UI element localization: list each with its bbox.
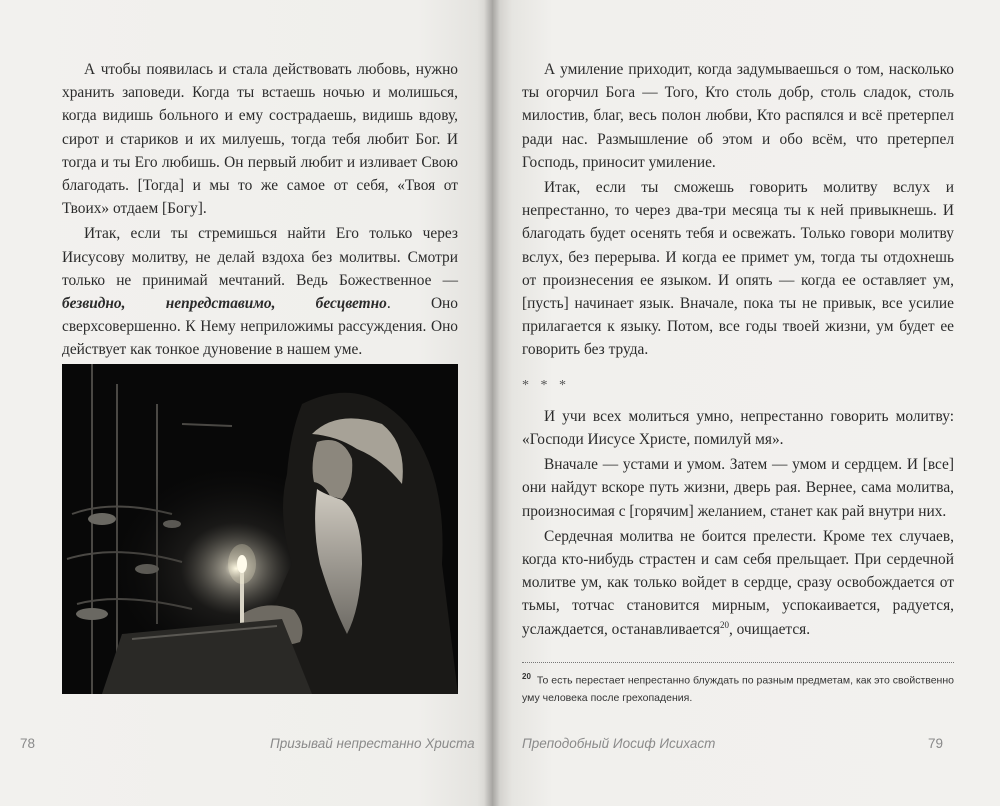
paragraph: А чтобы появилась и стала действовать любовь, нужно хранить заповеди. Когда ты встаешь ночью и молишься, когда видишь больного и ему сострадаешь, видишь вдову, сирот и стариков и их милуешь, тогда тебя любит Бог. И тогда и ты Его любишь. Он первый любит и изливает Свою благодать. [Тогда] и мы то же самое от себя, «Твоя от Твоих» отдаем [Богу]. — [62, 61, 458, 218]
footnote-number: 20 — [522, 672, 531, 681]
footnote — [522, 668, 954, 707]
running-head: Призывай непрестанно Христа — [270, 736, 475, 751]
running-head: Преподобный Иосиф Исихаст — [522, 736, 716, 751]
footnote-reference: 20 — [719, 619, 729, 630]
page-number: 79 — [928, 736, 944, 751]
paragraph-text: Итак, если ты стремишься найти Его только через Иисусову молитву, не делай вздоха без молитвы. Смотри только не принимай мечтаний. Ведь Божественное — — [62, 225, 458, 289]
right-page — [492, 0, 1000, 806]
photo-illustration — [62, 364, 458, 694]
paragraph: Вначале — устами и умом. Затем — умом и сердцем. И [все] они найдут вскоре путь жизни, дверь рая. Вернее, сама молитва, произносимая с [горячим] желанием, станет как рай внутри них. — [522, 456, 954, 520]
section-separator: * * * — [522, 377, 570, 393]
right-page-text — [522, 58, 954, 643]
left-page — [0, 0, 492, 806]
emphasis-text: безвидно, непредставимо, бесцветно — [62, 295, 387, 313]
paragraph-text: , очищается. — [728, 620, 811, 638]
footnote-text: То есть перестает непрестанно блуждать по разным предметам, как это свойственно уму человека после грехопадения. — [522, 674, 954, 704]
paragraph-text: . Оно сверхсовершенно. К Нему неприложимы рассуждения. Оно действует как тонкое дуновение в нашем уме. — [62, 295, 458, 359]
paragraph: А умиление приходит, когда задумываешься о том, насколько ты огорчил Бога — Того, Кто столь добр, столь сладок, столь милостив, благ, весь полон любви, Кто распялся и всё претерпел ради нас. Размышление об этом и обо всём, что претерпел Господь, приносит умиление. — [522, 61, 954, 171]
paragraph-text: Сердечная молитва не боится прелести. Кроме тех случаев, когда кто-нибудь страстен и сам себя прельщает. При сердечной молитве ум, как только войдет в сердце, сразу освобождается от тьмы, тотчас становится мирным, успокаивается, радуется, услаждается, останавливается — [522, 527, 954, 638]
left-page-text — [62, 58, 458, 364]
photo-monk-praying-candle — [62, 364, 458, 694]
paragraph: И учи всех молиться умно, непрестанно говорить молитву: «Господи Иисусе Христе, помилуй мя». — [522, 407, 954, 449]
paragraph — [62, 222, 458, 361]
book-gutter — [484, 0, 500, 806]
page-number: 78 — [20, 736, 36, 751]
footnote-divider — [522, 662, 954, 663]
paragraph: Итак, если ты сможешь говорить молитву вслух и непрестанно, то через два-три месяца ты к ней привыкнешь. И благодать будет осенять тебя и освежать. Только говори молитву вслух, без перерыва. И когда ее примет ум, тогда ты отдохнешь от произнесения ее языком. И опять — когда ее оставляет ум, [пусть] начинает язык. Вначале, пока ты не привык, все усилие прилагается к языку. Потом, все годы твоей жизни, ум будет ее говорить без труда. — [522, 179, 954, 359]
paragraph — [522, 525, 954, 641]
